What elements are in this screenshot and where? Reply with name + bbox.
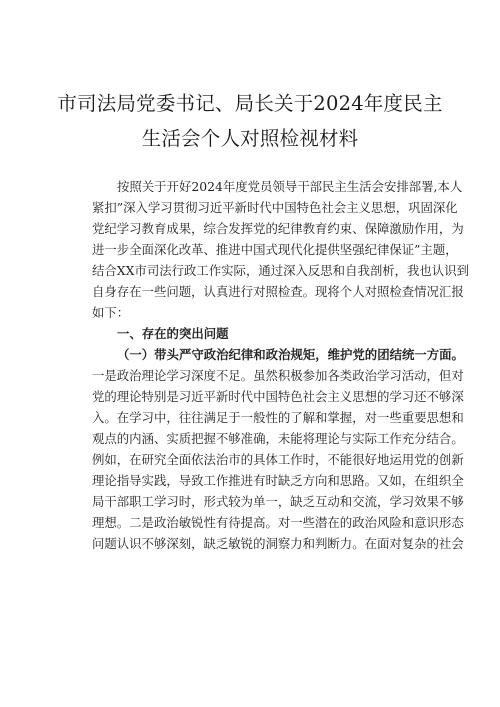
body-line: 例如，在研究全面依法治市的具体工作时，不能很好地运用党的创新 — [92, 452, 464, 467]
body-line: 一是政治理论学习深度不足。虽然积极参加各类政治学习活动，但对 — [92, 368, 464, 383]
body-line: 党的理论特别是习近平新时代中国特色社会主义思想的学习还不够深 — [92, 389, 464, 404]
body-line: 入。在学习中，往往满足于一般性的了解和掌握，对一些重要思想和 — [92, 410, 464, 425]
intro-line: 党纪学习教育成果，综合发挥党的纪律教育约束、保障激励作用，为 — [92, 221, 464, 236]
body-line: 问题认识不够深刻，缺乏敏锐的洞察力和判断力。在面对复杂的社会 — [92, 536, 464, 551]
document-title-line-2: 生活会个人对照检视材料 — [141, 127, 359, 150]
body-line: 局干部职工学习时，形式较为单一，缺乏互动和交流，学习效果不够 — [92, 494, 464, 509]
intro-line: 按照关于开好2024年度党员领导干部民主生活会安排部署,本人 — [117, 179, 463, 194]
intro-line: 进一步全面深化改革、推进中国式现代化提供坚强纪律保证”主题， — [92, 242, 458, 257]
intro-line: 如下： — [92, 305, 130, 320]
intro-line: 结合XX市司法行政工作实际，通过深入反思和自我剖析，我也认识到 — [92, 263, 469, 278]
intro-line: 紧扣”深入学习贯彻习近平新时代中国特色社会主义思想，巩固深化 — [92, 200, 458, 215]
subsection-heading: （一）带头严守政治纪律和政治规矩，维护党的团结统一方面。 — [117, 347, 464, 362]
document-body — [92, 176, 469, 554]
body-line: 理论指导实践，导致工作推进有时缺乏方向和思路。又如，在组织全 — [92, 473, 464, 488]
body-line: 理想。二是政治敏锐性有待提高。对一些潜在的政治风险和意识形态 — [92, 515, 464, 530]
body-line: 观点的内涵、实质把握不够准确，未能将理论与实际工作充分结合。 — [92, 431, 464, 446]
document-title-line-1: 市司法局党委书记、局长关于2024年度民主 — [57, 92, 443, 115]
section-heading: 一、存在的突出问题 — [117, 326, 229, 341]
intro-line: 自身存在一些问题，认真进行对照检查。现将个人对照检查情况汇报 — [92, 284, 464, 299]
